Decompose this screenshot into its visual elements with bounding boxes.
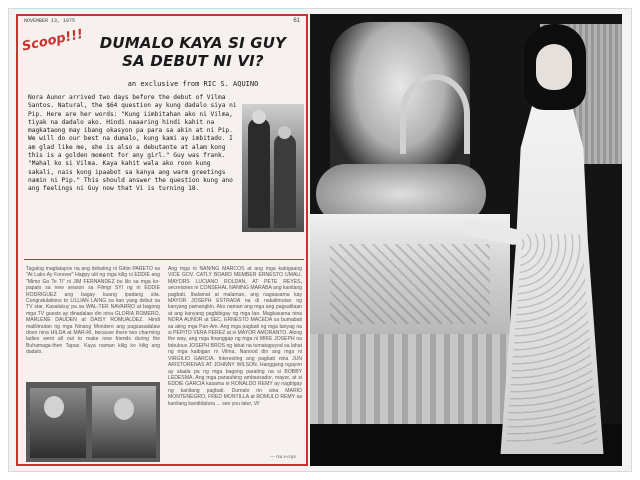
person-head xyxy=(44,396,64,418)
table-cloth-pattern xyxy=(330,244,490,324)
woman-face xyxy=(536,44,572,90)
scoop-label: Scoop!!! xyxy=(20,26,85,55)
couple-photo xyxy=(242,104,304,232)
person-head xyxy=(114,398,134,420)
person-figure xyxy=(248,118,270,228)
magazine-page xyxy=(16,14,308,466)
bottom-photo xyxy=(26,382,160,462)
person-figure xyxy=(274,134,296,228)
debutante-photo xyxy=(310,14,622,466)
divider-rule xyxy=(24,259,304,260)
byline: an exclusive from RIC S. AQUINO xyxy=(127,80,259,88)
issue-date: NOVEMBER 13, 1975 xyxy=(24,18,76,24)
page-number: 61 xyxy=(293,18,300,24)
article-signature: — rsa x-rays xyxy=(270,455,296,460)
exclusive-article-text: Nora Aunor arrived two days before the debut of Vilma Santos. Natural, the $64 question ay kung dadalo siya ni Pip. Here are her words: "Kung iimbitahan ako ni Vilma, tiyak na dadalo ako. Hindi naaaring hindi kahit na magkataong may ibang okasyon pa para sa akin at ni Pip. We will do our best na dumalo, kung kami ay imbitado. I am glad like me, she is also a debutante at alam kong this is a golden moment for any girl." Guy was frank. "Mahal ko si Vilma. Kaya kahit wala ako roon kung sakali, nais kong ipaabot sa kanya ang warm greetings namin ni Pip." This should answer the question kung ano ang feelings ni Guy now that Vi is turning 18. xyxy=(28,94,237,193)
person-head xyxy=(252,110,266,124)
person-head xyxy=(278,126,291,139)
table-skirt xyxy=(310,334,510,434)
person-figure xyxy=(92,386,156,458)
cake-staircase xyxy=(400,74,470,154)
scoop-tag xyxy=(19,23,85,64)
headline-line-1: DUMALO KAYA SI GUY xyxy=(99,34,287,52)
headline-line-2: SA DEBUT NI VI? xyxy=(122,52,264,70)
column-left-text: Tagalog magtatapos na ang debating ni Gibin PARETO sa "At Lako Ay Forever" Happy ulit ng mga kilig ni EDDIE ang "Mimo Go Te Ti" ni JIM FERNANDEZ bu lilo sa mga ko-papalo sa new season sa Filmgi SYI ng ni EDDIE RODRIGUEZ ang bagay kuang ipadang sila. Congratulations to LILLIAN LAING sa kan yang debut sa TV star, Kasalukuy pa sa WAL-TER NAVARRO at bagong mga TV guests ay dinadalaw din nina GLORIA ROMERO, MARLENE DAUDEN at DAISY ROMUALDEZ. Hindi malilimutan ng mga Ninang Mondero ang pagsasadalaw doon nina HILDA at MAR-RI, because there two charming ladies went all out to make new friends during the Buhamaga-then Tapas. Kaya naman kilig ko kilig ang dadalo. xyxy=(26,266,160,356)
page-header xyxy=(18,16,306,24)
column-right-text: Ang mga ni NANING MARCOS at ang mga kabigaang VICE GOV. CATLY BOARD MEMBER ERNESTO UMALI, MAYORS LUCIANO ROLDAN, AT PETE REYES, secretaries ni CONSEHAL NANING MARABA ang kanilang pagbati. Ibalamat at malaman, ang nagsasama kay MAYOR JOSEPH ESTRADA na di nakalimutan ng kanyang pamangkin. Ako naman ang mga ang pagsalitaan at ang kanyang pagbibigay ng mga tao. Magkasama nina NORA AUNOR at SEC. ERNESTO MACEDA sa bumabati sa ating mga Pan-Am. Ang mga pagbati ng mga tanyag na si PEPITO VERA PEREZ at si MAYOR AMORANTO. Along the way, ang mga tinanggap ng mga ni MIKE JOSEPH na fabulous JOSEPH BROS ng lahat na tumataguyod sa lahat ng mga kaibigan ni Vilma. Nanood din ang mga ni VIRGILIO GARCIA. Interesting ang pagbati nina JUN ARISTORENAS AT JOHNNY WILSON. Hanggang ngayon ay alaala pa ng mga bagong parating na si BOBBY LEDESMA. Ang mga panauhing ambassador, mayor, at si EDDIE GARCIA kasama ni RONALDO REMY ay nagbigay ng kanilang pagbati. Dumalo rin sina MARIO MONTENEGRO, FRED MONTILLA at ROMULO REMY sa kanilang kandidatura ... see you later, Vi! xyxy=(168,266,302,407)
headline xyxy=(80,34,306,70)
